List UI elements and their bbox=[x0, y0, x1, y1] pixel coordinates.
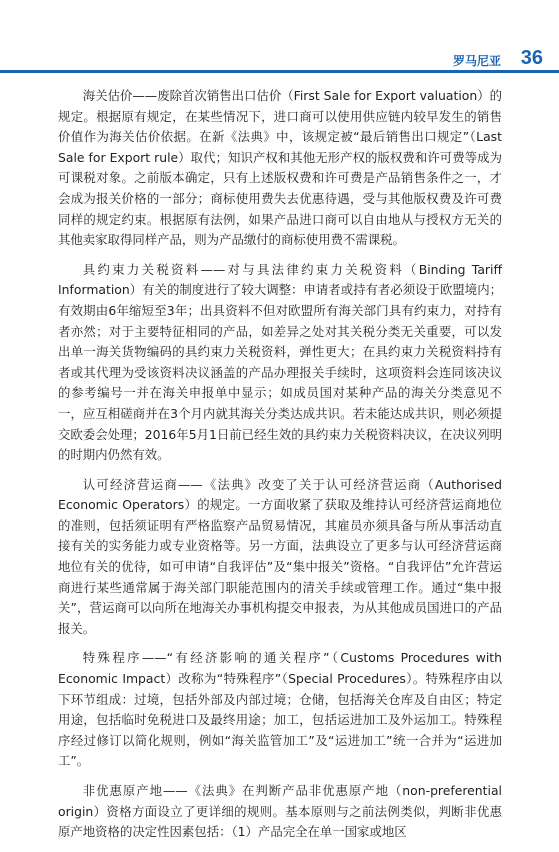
header-country-label: 罗马尼亚 bbox=[452, 54, 501, 68]
body-text bbox=[58, 86, 502, 852]
paragraph-binding-tariff-information: 具约束力关税资料——对与具法律约束力关税资料（Binding Tariff Information）有关的制度进行了较大调整：申请者或持有者必须设于欧盟境内；有效期由6年缩短至3年；出具资料不但对欧盟所有海关部门具有约束力，对持有者亦然；对于主要特征相同的产品，如差异之处对其关税分类无关重要，可以发出单一海关货物编码的具约束力关税资料，弹性更大；在具约束力关税资料持有者或其代理为受该资料决议涵盖的产品办理报关手续时，这项资料会连同该决议的参考编号一并在海关申报单中显示；如成员国对某种产品的海关分类意见不一，应互相磋商并在3个月内就其海关分类达成共识。若未能达成共识，则必须提交欧委会处理；2016年5月1日前已经生效的具约束力关税资料决议，在决议列明的时期内仍然有效。 bbox=[58, 261, 502, 463]
paragraph-special-procedures: 特殊程序——“有经济影响的通关程序”（Customs Procedures with Economic Impact）改称为“特殊程序”（Special Procedures）。特殊程序由以下环节组成：过境，包括外部及内部过境；仓储，包括海关仓库及自由区；特定用途，包括临时免税进口及最终用途；加工，包括运进加工及外运加工。特殊程序经过修订以简化规则，例如“海关监管加工”及“运进加工”统一合并为“运进加工”。 bbox=[58, 650, 502, 769]
page-number: 36 bbox=[520, 47, 543, 69]
page-header bbox=[0, 0, 559, 72]
paragraph-non-preferential-origin: 非优惠原产地——《法典》在判断产品非优惠原产地（non-preferential origin）资格方面设立了更详细的规则。基本原则与之前法例类似，判断非优惠原产地资格的决定性因素包括：（1）产品完全在单一国家或地区 bbox=[58, 783, 502, 840]
paragraph-customs-valuation: 海关估价——废除首次销售出口估价（First Sale for Export valuation）的规定。根据原有规定，在某些情况下，进口商可以使用供应链内较早发生的销售价值作为海关估价依据。在新《法典》中，该规定被“最后销售出口规定”（Last Sale for Export rule）取代；知识产权和其他无形产权的版权费和许可费等成为可课税对象。之前版本确定，只有上述版权费和许可费是产品销售条件之一，才会成为报关价格的一部分；商标使用费失去优惠待遇，受与其他版权费及许可费同样的规定约束。根据原有法例，如果产品进口商可以自由地从与授权方无关的其他卖家取得同样产品，则为产品缴付的商标使用费不需课税。 bbox=[58, 88, 502, 248]
header-rule bbox=[0, 70, 559, 73]
paragraph-authorised-economic-operators: 认可经济营运商——《法典》改变了关于认可经济营运商（Authorised Economic Operators）的规定。一方面收紧了获取及维持认可经济营运商地位的准则，包括须证明有严格监察产品贸易情况，其雇员亦须具备与所从事活动直接有关的实务能力或专业资格等。另一方面，法典设立了更多与认可经济营运商地位有关的优待，如可申请“自我评估”及“集中报关”资格。“自我评估”允许营运商进行某些通常属于海关部门职能范围内的清关手续或管理工作。通过“集中报关”，营运商可以向所在地海关办事机构提交申报表，为从其他成员国进口的产品报关。 bbox=[58, 476, 502, 636]
